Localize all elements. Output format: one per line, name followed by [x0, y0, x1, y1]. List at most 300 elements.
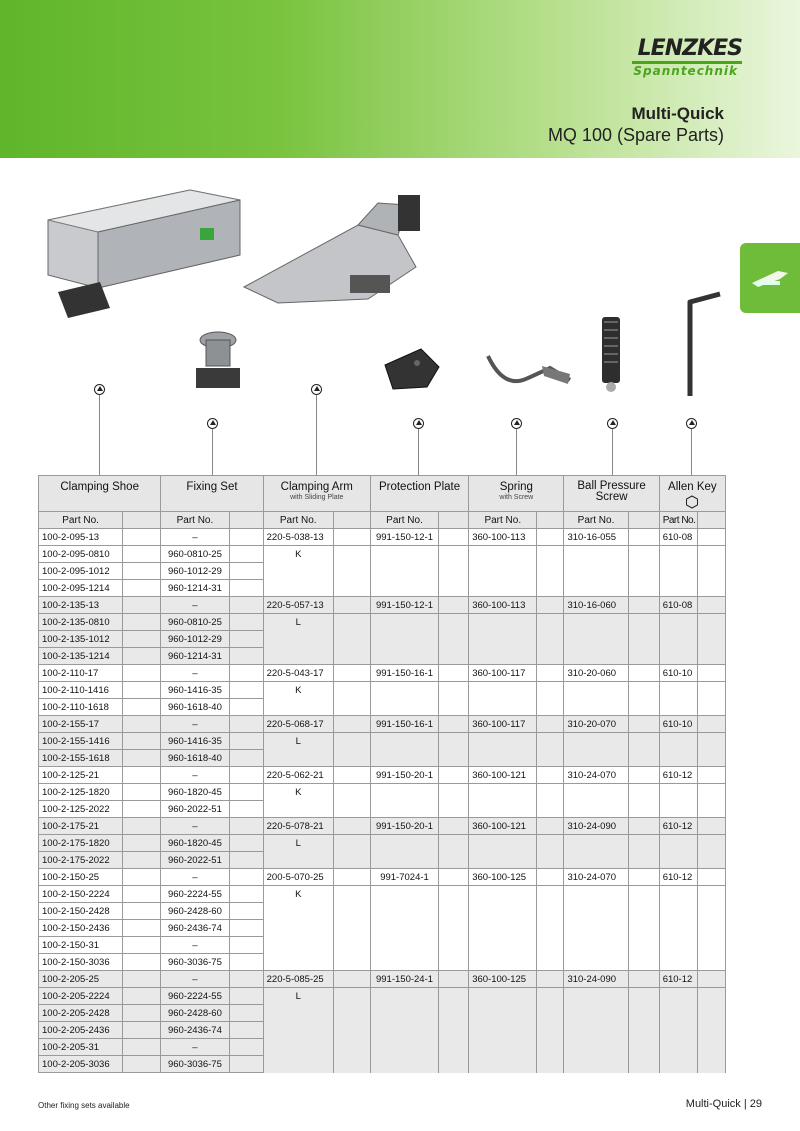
table-cell — [469, 699, 537, 716]
table-cell — [628, 869, 659, 886]
table-row — [39, 563, 726, 580]
table-cell — [333, 733, 370, 750]
callout-line-ball-pressure-screw — [612, 428, 613, 476]
clamping-shoe-cell: 100-2-135-0810 — [39, 614, 123, 631]
clamping-shoe-cell: 100-2-135-1214 — [39, 648, 123, 665]
table-cell — [659, 1022, 697, 1039]
table-cell — [123, 546, 161, 563]
table-cell — [697, 733, 725, 750]
allen-key-cell: 610-10 — [659, 716, 697, 733]
table-cell — [628, 852, 659, 869]
table-cell — [628, 903, 659, 920]
table-cell — [370, 886, 438, 903]
table-cell — [263, 648, 333, 665]
table-cell — [229, 546, 263, 563]
table-cell — [697, 784, 725, 801]
table-cell — [537, 869, 564, 886]
clamping-arm-cell: 220-5-062-21 — [263, 767, 333, 784]
table-cell — [628, 784, 659, 801]
table-cell — [628, 580, 659, 597]
table-cell — [229, 1022, 263, 1039]
table-cell — [564, 699, 628, 716]
table-cell — [469, 937, 537, 954]
clamping-shoe-cell: 100-2-135-13 — [39, 597, 123, 614]
table-cell — [439, 971, 469, 988]
table-cell — [564, 682, 628, 699]
allen-key-cell: 610-08 — [659, 597, 697, 614]
fixing-set-cell: 960-1214-31 — [161, 580, 229, 597]
table-cell — [628, 614, 659, 631]
clamping-shoe-cell: 100-2-095-13 — [39, 529, 123, 546]
table-cell — [697, 937, 725, 954]
fixing-set-cell: – — [161, 1039, 229, 1056]
table-cell — [229, 937, 263, 954]
table-cell — [370, 784, 438, 801]
table-cell — [333, 852, 370, 869]
clamping-shoe-cell: 100-2-175-21 — [39, 818, 123, 835]
allen-key-cell: 610-12 — [659, 869, 697, 886]
table-cell — [697, 665, 725, 682]
table-row — [39, 648, 726, 665]
table-cell — [123, 682, 161, 699]
table-cell — [123, 835, 161, 852]
table-cell — [537, 614, 564, 631]
clamping-shoe-cell: 100-2-175-2022 — [39, 852, 123, 869]
table-cell — [333, 937, 370, 954]
fixing-set-cell: – — [161, 869, 229, 886]
table-cell — [537, 597, 564, 614]
table-cell — [263, 563, 333, 580]
table-cell — [537, 716, 564, 733]
table-cell — [229, 580, 263, 597]
protection-plate-cell: 991-150-12-1 — [370, 597, 438, 614]
allen-key-cell: 610-10 — [659, 665, 697, 682]
table-cell — [564, 1039, 628, 1056]
table-cell — [370, 988, 438, 1005]
table-cell — [439, 835, 469, 852]
table-cell — [229, 784, 263, 801]
table-cell — [263, 937, 333, 954]
table-cell — [439, 529, 469, 546]
table-cell — [263, 852, 333, 869]
table-cell — [370, 801, 438, 818]
table-cell — [333, 546, 370, 563]
table-cell — [537, 852, 564, 869]
table-cell — [659, 648, 697, 665]
table-cell — [564, 886, 628, 903]
table-cell — [564, 954, 628, 971]
table-cell — [123, 767, 161, 784]
protection-plate-illustration — [383, 345, 445, 393]
table-cell — [123, 869, 161, 886]
table-row — [39, 750, 726, 767]
ball-pressure-screw-cell: 310-20-070 — [564, 716, 628, 733]
table-cell — [229, 733, 263, 750]
table-cell — [333, 716, 370, 733]
table-cell — [333, 682, 370, 699]
table-cell — [469, 546, 537, 563]
table-cell — [370, 614, 438, 631]
clamping-arm-cell: 220-5-085-25 — [263, 971, 333, 988]
table-cell — [229, 750, 263, 767]
table-cell — [659, 852, 697, 869]
table-cell — [628, 699, 659, 716]
spring-cell: 360-100-117 — [469, 716, 537, 733]
table-cell — [697, 580, 725, 597]
clamping-shoe-cell: 100-2-205-31 — [39, 1039, 123, 1056]
clamping-arm-cell: 220-5-078-21 — [263, 818, 333, 835]
table-cell — [469, 733, 537, 750]
table-cell — [370, 631, 438, 648]
table-cell — [537, 580, 564, 597]
table-cell — [697, 767, 725, 784]
table-cell — [659, 1005, 697, 1022]
table-cell — [229, 563, 263, 580]
table-cell — [439, 699, 469, 716]
table-row — [39, 1005, 726, 1022]
table-cell — [370, 682, 438, 699]
table-cell — [564, 648, 628, 665]
table-cell — [697, 750, 725, 767]
table-cell — [123, 784, 161, 801]
callout-line-protection-plate — [418, 428, 419, 476]
protection-plate-cell: 991-150-16-1 — [370, 716, 438, 733]
table-cell — [564, 801, 628, 818]
spring-cell: 360-100-117 — [469, 665, 537, 682]
clamping-shoe-cell: 100-2-095-1214 — [39, 580, 123, 597]
fixing-set-cell: 960-3036-75 — [161, 1056, 229, 1073]
table-cell — [659, 886, 697, 903]
spring-cell: 360-100-125 — [469, 869, 537, 886]
table-cell — [370, 903, 438, 920]
table-cell — [333, 971, 370, 988]
table-row — [39, 546, 726, 563]
table-cell — [537, 988, 564, 1005]
table-cell — [469, 648, 537, 665]
fixing-set-cell: 960-3036-75 — [161, 954, 229, 971]
clamping-shoe-cell: 100-2-125-1820 — [39, 784, 123, 801]
ball-pressure-screw-cell: 310-24-090 — [564, 971, 628, 988]
fixing-set-cell: 960-1416-35 — [161, 682, 229, 699]
clamping-shoe-cell: 100-2-095-1012 — [39, 563, 123, 580]
marker-spring — [511, 418, 522, 429]
table-row — [39, 1056, 726, 1073]
allen-key-cell: 610-12 — [659, 971, 697, 988]
table-cell — [333, 1005, 370, 1022]
table-cell — [123, 886, 161, 903]
protection-plate-cell: 991-150-20-1 — [370, 818, 438, 835]
table-cell — [537, 682, 564, 699]
table-cell — [333, 648, 370, 665]
table-cell — [659, 1039, 697, 1056]
table-cell — [659, 937, 697, 954]
table-cell — [439, 920, 469, 937]
fixing-set-cell: – — [161, 529, 229, 546]
table-cell — [697, 971, 725, 988]
table-cell — [564, 1022, 628, 1039]
table-cell — [229, 648, 263, 665]
table-cell — [564, 733, 628, 750]
spring-cell: 360-100-113 — [469, 597, 537, 614]
table-cell — [333, 903, 370, 920]
table-cell — [659, 835, 697, 852]
fixing-set-cell: – — [161, 597, 229, 614]
table-cell — [628, 971, 659, 988]
table-row — [39, 580, 726, 597]
table-cell — [697, 1005, 725, 1022]
clamping-shoe-cell: 100-2-155-1618 — [39, 750, 123, 767]
table-cell — [697, 529, 725, 546]
table-cell — [370, 954, 438, 971]
ball-pressure-screw-cell: 310-24-090 — [564, 818, 628, 835]
table-cell — [229, 818, 263, 835]
ball-pressure-screw-illustration — [596, 315, 626, 395]
table-row — [39, 869, 726, 886]
table-cell — [469, 954, 537, 971]
callout-line-clamping-arm — [316, 394, 317, 476]
table-cell — [229, 869, 263, 886]
table-cell — [263, 1022, 333, 1039]
clamping-arm-cell: 200-5-070-25 — [263, 869, 333, 886]
table-cell — [333, 869, 370, 886]
col-header-clamping-arm: Clamping Arm with Sliding Plate — [263, 476, 370, 512]
table-row — [39, 937, 726, 954]
table-header-row — [39, 476, 726, 512]
table-cell — [469, 852, 537, 869]
footer-page-number: Multi-Quick | 29 — [685, 1098, 762, 1110]
table-cell — [697, 631, 725, 648]
clamping-shoe-cell: 100-2-150-25 — [39, 869, 123, 886]
table-cell — [564, 903, 628, 920]
table-cell — [229, 682, 263, 699]
table-cell — [697, 546, 725, 563]
clamping-shoe-cell: 100-2-125-2022 — [39, 801, 123, 818]
col-header-fixing-set: Fixing Set — [161, 476, 263, 512]
fixing-set-cell: – — [161, 937, 229, 954]
table-cell — [333, 529, 370, 546]
table-cell — [333, 580, 370, 597]
table-cell — [439, 733, 469, 750]
clamping-shoe-cell: 100-2-155-17 — [39, 716, 123, 733]
table-cell — [697, 1056, 725, 1073]
spring-illustration — [484, 350, 574, 398]
table-cell — [439, 546, 469, 563]
table-cell — [263, 750, 333, 767]
table-cell — [229, 954, 263, 971]
table-cell — [469, 920, 537, 937]
table-cell — [537, 954, 564, 971]
fixing-set-cell: – — [161, 971, 229, 988]
table-cell — [333, 835, 370, 852]
table-cell — [370, 699, 438, 716]
table-cell — [628, 546, 659, 563]
table-cell — [697, 614, 725, 631]
table-cell — [628, 597, 659, 614]
table-cell — [564, 1056, 628, 1073]
fixing-set-cell: – — [161, 665, 229, 682]
clamping-arm-type-cell: K — [263, 886, 333, 903]
fixing-set-cell: 960-2022-51 — [161, 801, 229, 818]
fixing-set-cell: 960-1012-29 — [161, 563, 229, 580]
table-cell — [333, 614, 370, 631]
table-cell — [628, 886, 659, 903]
table-cell — [628, 529, 659, 546]
table-cell — [370, 733, 438, 750]
table-cell — [439, 631, 469, 648]
allen-key-cell: 610-08 — [659, 529, 697, 546]
table-cell — [263, 920, 333, 937]
table-row — [39, 614, 726, 631]
table-cell — [123, 716, 161, 733]
table-cell — [697, 699, 725, 716]
marker-allen-key — [686, 418, 697, 429]
table-cell — [229, 1039, 263, 1056]
table-cell — [229, 1005, 263, 1022]
part-no-label: Part No. — [564, 512, 628, 529]
logo-main-text: LENZKES — [637, 36, 742, 61]
table-cell — [229, 597, 263, 614]
table-cell — [469, 631, 537, 648]
table-cell — [229, 886, 263, 903]
table-cell — [564, 750, 628, 767]
table-cell — [370, 546, 438, 563]
table-cell — [628, 1022, 659, 1039]
marker-ball-pressure-screw — [607, 418, 618, 429]
table-cell — [537, 733, 564, 750]
protection-plate-cell: 991-150-16-1 — [370, 665, 438, 682]
table-cell — [564, 988, 628, 1005]
table-cell — [628, 563, 659, 580]
table-cell — [469, 1056, 537, 1073]
page-title: Multi-Quick — [631, 104, 724, 123]
ball-pressure-screw-cell: 310-16-060 — [564, 597, 628, 614]
table-cell — [537, 750, 564, 767]
clamping-arm-type-cell: K — [263, 682, 333, 699]
table-cell — [370, 835, 438, 852]
table-cell — [439, 954, 469, 971]
table-cell — [439, 1039, 469, 1056]
table-cell — [439, 988, 469, 1005]
table-cell — [537, 801, 564, 818]
table-cell — [469, 682, 537, 699]
table-row — [39, 886, 726, 903]
table-cell — [537, 920, 564, 937]
table-cell — [537, 665, 564, 682]
part-no-label-row — [39, 512, 726, 529]
table-cell — [697, 954, 725, 971]
table-cell — [123, 988, 161, 1005]
table-cell — [537, 529, 564, 546]
clamping-arm-type-cell: K — [263, 784, 333, 801]
table-cell — [439, 563, 469, 580]
table-cell — [263, 801, 333, 818]
table-cell — [469, 614, 537, 631]
table-cell — [439, 750, 469, 767]
col-header-protection-plate: Protection Plate — [370, 476, 468, 512]
table-row — [39, 699, 726, 716]
callout-line-allen-key — [691, 428, 692, 476]
fixing-set-illustration — [192, 330, 244, 392]
table-cell — [564, 835, 628, 852]
table-cell — [333, 597, 370, 614]
spring-cell: 360-100-125 — [469, 971, 537, 988]
table-cell — [333, 988, 370, 1005]
table-cell — [229, 852, 263, 869]
table-row — [39, 988, 726, 1005]
table-cell — [697, 801, 725, 818]
table-cell — [564, 614, 628, 631]
table-cell — [537, 971, 564, 988]
section-tab[interactable] — [740, 243, 800, 313]
table-cell — [439, 682, 469, 699]
table-cell — [333, 801, 370, 818]
fixing-set-cell: 960-2022-51 — [161, 852, 229, 869]
table-cell — [439, 886, 469, 903]
table-cell — [659, 580, 697, 597]
fixing-set-cell: 960-2224-55 — [161, 988, 229, 1005]
clamping-shoe-cell: 100-2-155-1416 — [39, 733, 123, 750]
clamping-arm-type-cell: K — [263, 546, 333, 563]
fixing-set-cell: 960-1618-40 — [161, 750, 229, 767]
allen-key-cell: 610-12 — [659, 818, 697, 835]
table-cell — [469, 1022, 537, 1039]
table-cell — [564, 631, 628, 648]
table-row — [39, 801, 726, 818]
header-banner — [0, 0, 800, 158]
table-cell — [697, 988, 725, 1005]
fixing-set-cell: – — [161, 767, 229, 784]
marker-protection-plate — [413, 418, 424, 429]
fixing-set-cell: – — [161, 716, 229, 733]
table-cell — [659, 682, 697, 699]
part-no-label: Part No. — [659, 512, 697, 529]
clamping-shoe-cell: 100-2-150-2224 — [39, 886, 123, 903]
protection-plate-cell: 991-150-24-1 — [370, 971, 438, 988]
protection-plate-cell: 991-150-20-1 — [370, 767, 438, 784]
table-cell — [333, 954, 370, 971]
spring-cell: 360-100-121 — [469, 818, 537, 835]
table-cell — [659, 750, 697, 767]
table-cell — [123, 920, 161, 937]
table-cell — [659, 1056, 697, 1073]
ball-pressure-screw-cell: 310-24-070 — [564, 869, 628, 886]
table-cell — [537, 1056, 564, 1073]
table-cell — [229, 614, 263, 631]
table-cell — [229, 716, 263, 733]
table-cell — [123, 937, 161, 954]
allen-key-illustration — [678, 290, 724, 400]
table-cell — [439, 597, 469, 614]
clamp-tab-icon — [750, 265, 790, 289]
part-no-label: Part No. — [469, 512, 537, 529]
table-row — [39, 835, 726, 852]
table-cell — [659, 920, 697, 937]
table-cell — [659, 903, 697, 920]
table-cell — [229, 971, 263, 988]
table-cell — [659, 954, 697, 971]
table-cell — [333, 1022, 370, 1039]
table-cell — [229, 767, 263, 784]
table-cell — [659, 563, 697, 580]
fixing-set-cell: 960-1820-45 — [161, 784, 229, 801]
table-cell — [263, 1005, 333, 1022]
table-row — [39, 682, 726, 699]
table-cell — [697, 563, 725, 580]
table-cell — [628, 750, 659, 767]
table-cell — [439, 767, 469, 784]
clamping-shoe-cell: 100-2-150-3036 — [39, 954, 123, 971]
clamping-shoe-cell: 100-2-205-3036 — [39, 1056, 123, 1073]
